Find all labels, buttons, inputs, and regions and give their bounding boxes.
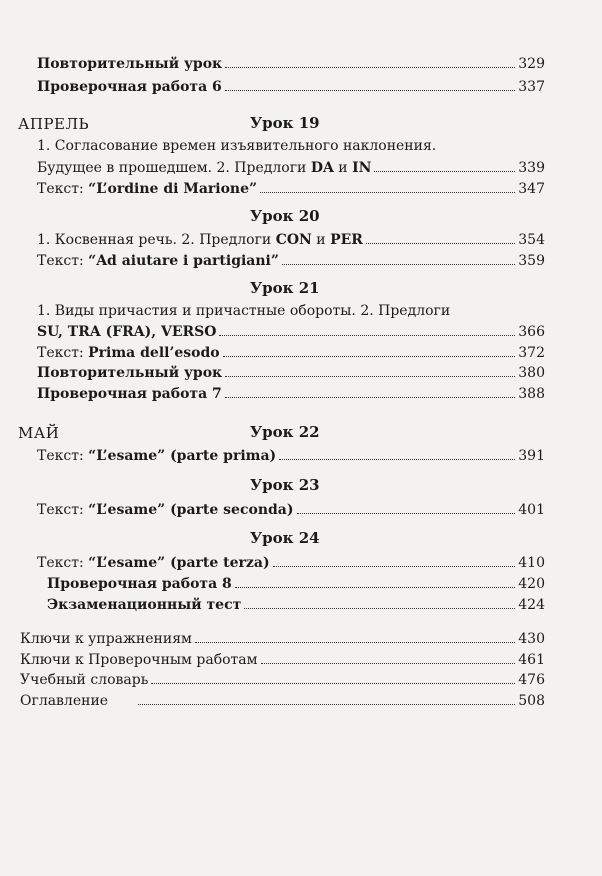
toc-entry-lesson-20-text [37, 250, 545, 270]
entry-page: 391 [518, 448, 545, 464]
entry-title: SU, TRA (FRA), VERSO [37, 324, 217, 340]
leader-dots [366, 229, 515, 244]
entry-title: Текст: “L’esame” (parte terza) [37, 555, 270, 571]
entry-page: 420 [518, 576, 545, 592]
entry-title: Текст: “L’ordine di Marione” [37, 181, 258, 197]
entry-page: 430 [518, 631, 545, 647]
entry-page: 339 [518, 160, 545, 176]
entry-title: Текст: Prima dell’esodo [37, 345, 220, 361]
leader-dots [225, 383, 515, 398]
entry-page: 372 [518, 345, 545, 361]
leader-dots [374, 157, 515, 172]
entry-page: 424 [518, 597, 545, 613]
entry-page: 337 [518, 79, 545, 95]
entry-title: Повторительный урок [37, 365, 223, 381]
lesson-21-line1: 1. Виды причастия и причастные обороты. 2. Предлоги [37, 303, 451, 319]
entry-page: 476 [518, 672, 545, 688]
toc-entry-test-6 [37, 76, 545, 96]
entry-title: Будущее в прошедшем. 2. Предлоги DA и IN [37, 160, 372, 176]
entry-title: Текст: “L’esame” (parte seconda) [37, 502, 294, 518]
entry-title: Повторительный урок [37, 56, 223, 72]
leader-dots [138, 690, 515, 705]
toc-entry-test-7 [37, 383, 545, 403]
leader-dots [225, 362, 515, 377]
leader-dots [225, 76, 515, 91]
entry-page: 359 [518, 253, 545, 269]
toc-entry-review-lesson [37, 53, 545, 73]
entry-title: Ключи к упражнениям [20, 631, 192, 647]
entry-title: Экзаменационный тест [47, 597, 242, 613]
toc-entry-test-8 [47, 573, 545, 593]
lesson-24-heading: Урок 24 [250, 529, 320, 547]
entry-title: Текст: “Ad aiutare i partigiani” [37, 253, 279, 269]
leader-dots [273, 552, 516, 567]
entry-title: Оглавление [20, 693, 109, 709]
leader-dots [260, 178, 515, 193]
entry-title: Проверочная работа 8 [47, 576, 232, 592]
entry-title: Проверочная работа 6 [37, 79, 222, 95]
lesson-21-heading: Урок 21 [250, 279, 320, 297]
toc-entry-lesson-19-grammar [37, 157, 545, 177]
entry-title: Учебный словарь [20, 672, 149, 688]
toc-entry-exam [47, 594, 545, 614]
toc-entry-lesson-23-text [37, 499, 545, 519]
leader-dots [297, 499, 516, 514]
entry-page: 461 [518, 652, 545, 668]
leader-dots [279, 445, 515, 460]
lesson-22-heading: Урок 22 [250, 423, 320, 441]
toc-entry-lesson-21-grammar [37, 321, 545, 341]
month-april: АПРЕЛЬ [18, 115, 90, 133]
leader-dots [282, 250, 515, 265]
toc-entry-review-lesson-2 [37, 362, 545, 382]
entry-page: 329 [518, 56, 545, 72]
toc-entry-lesson-21-text [37, 342, 545, 362]
leader-dots [195, 628, 515, 643]
lesson-19-heading: Урок 19 [250, 114, 320, 132]
toc-entry-lesson-22-text [37, 445, 545, 465]
entry-title: Текст: “L’esame” (parte prima) [37, 448, 277, 464]
toc-entry-exercise-keys [20, 628, 545, 648]
entry-title: Проверочная работа 7 [37, 386, 222, 402]
entry-page: 366 [518, 324, 545, 340]
entry-title: Ключи к Проверочным работам [20, 652, 258, 668]
toc-entry-contents [20, 690, 545, 710]
toc-entry-lesson-24-text [37, 552, 545, 572]
leader-dots [244, 594, 515, 609]
entry-page: 508 [518, 693, 545, 709]
leader-dots [261, 649, 516, 664]
entry-page: 410 [518, 555, 545, 571]
leader-dots [151, 669, 515, 684]
lesson-20-heading: Урок 20 [250, 207, 320, 225]
leader-dots [225, 53, 515, 68]
entry-page: 380 [518, 365, 545, 381]
toc-entry-test-keys [20, 649, 545, 669]
toc-entry-lesson-20-grammar [37, 229, 545, 249]
leader-dots [219, 321, 515, 336]
entry-page: 388 [518, 386, 545, 402]
month-may: МАЙ [18, 424, 60, 442]
entry-page: 347 [518, 181, 545, 197]
entry-page: 354 [518, 232, 545, 248]
leader-dots [223, 342, 516, 357]
toc-entry-lesson-19-text [37, 178, 545, 198]
entry-page: 401 [518, 502, 545, 518]
entry-title: 1. Косвенная речь. 2. Предлоги CON и PER [37, 232, 363, 248]
lesson-19-line1: 1. Согласование времен изъявительного наклонения. [37, 138, 437, 154]
toc-entry-dictionary [20, 669, 545, 689]
lesson-23-heading: Урок 23 [250, 476, 320, 494]
leader-dots [235, 573, 515, 588]
